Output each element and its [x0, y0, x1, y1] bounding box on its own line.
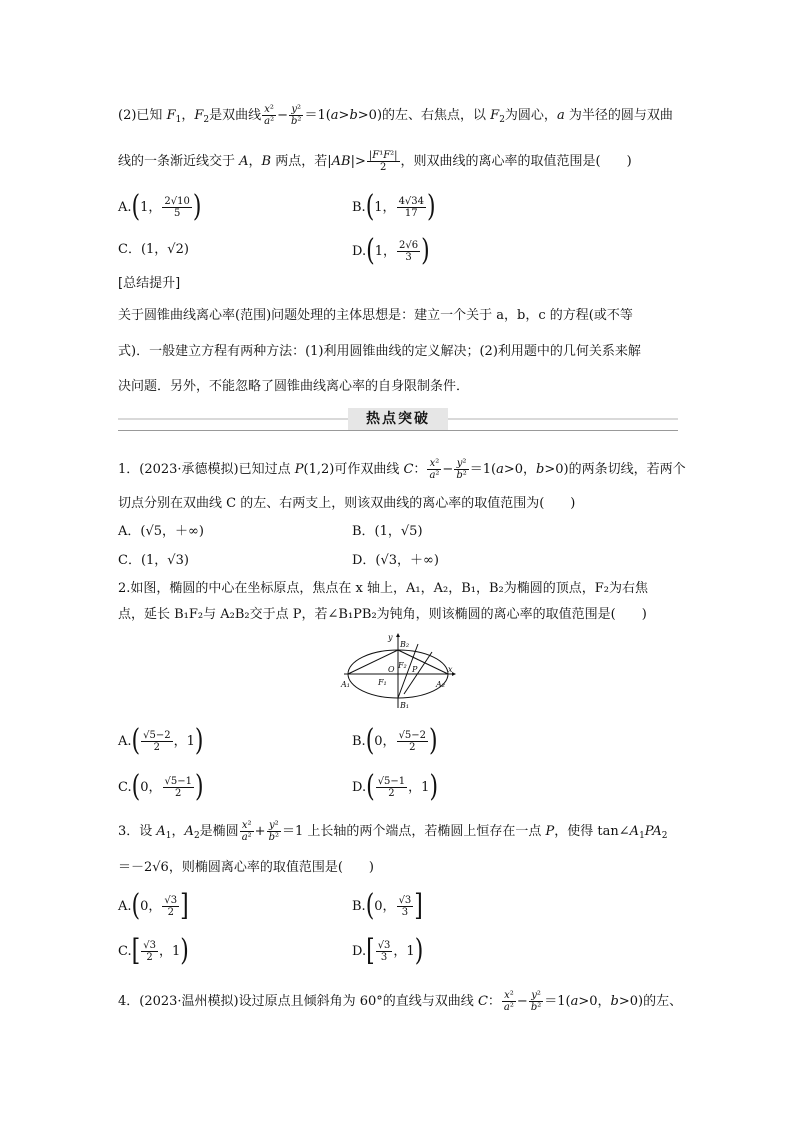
q2-line2: 线的一条渐近线交于 A，B 两点，若|AB|> $\frac{\text{|F¹F²|}}{2}$ ，则双曲线的离心率的取值范围是( ): [118, 150, 632, 173]
label-x: x: [448, 665, 453, 674]
section-title: 热点突破: [348, 408, 448, 430]
p1-option-b[interactable]: B．(1，√5): [352, 524, 423, 539]
label-f1: F₁: [378, 678, 387, 687]
label-o: O: [388, 665, 395, 674]
p2-option-a[interactable]: A.( $\frac{√5-2}{2}$ ，1): [118, 723, 204, 758]
p3-option-d[interactable]: D.[ $\frac{√3}{3}$ ，1): [352, 933, 424, 968]
summary-heading: [总结提升]: [118, 276, 181, 291]
line-extra: [404, 652, 432, 694]
x-arrow: [452, 672, 456, 676]
p2-option-c[interactable]: C.(0， $\frac{√5-1}{2}$ ): [118, 769, 204, 804]
summary-p1: 关于圆锥曲线离心率(范围)问题处理的主体思想是：建立一个关于 a，b，c 的方程(或不等: [118, 308, 633, 323]
q2-line1: (2)已知 $F_1$，$F_2$是双曲线 $\frac{\text{x²}}{\text{a²}}$ − $\frac{\text{y²}}{\text{b²}}$ ＝1(a>b>0)的左、右焦点，以 $F_2$为圆心，a 为半径的圆与双曲: [118, 104, 673, 127]
p2-line1: 2.如图，椭圆的中心在坐标原点，焦点在 x 轴上，A₁，A₂，B₁，B₂为椭圆的顶点，F₂为右焦: [118, 581, 648, 596]
q2-option-b[interactable]: B.(1， $\frac{4√34}{17}$ ): [352, 189, 436, 224]
y-arrow: [396, 633, 400, 637]
p1-option-a[interactable]: A．(√5，＋∞): [118, 524, 204, 539]
p1-line1: 1．(2023·承德模拟)已知过点 P(1,2)可作双曲线 C： $\frac{\text{x²}}{\text{a²}}$ − $\frac{\text{y²}}{\text{b²}}$ ＝1(a>0，b>0)的两条切线，若两个: [118, 458, 686, 481]
label-b2: B₂: [400, 640, 410, 649]
label-a1: A₁: [341, 680, 350, 689]
p4-line1: 4．(2023·温州模拟)设过原点且倾斜角为 60°的直线与双曲线 C： $\frac{\text{x²}}{\text{a²}}$ − $\frac{\text{y²}}{\text{b²}}$ ＝1(a>0，b>0)的左、: [118, 990, 683, 1013]
p2-option-d[interactable]: D.( $\frac{√5-1}{2}$ ，1): [352, 769, 439, 804]
section-divider: [118, 430, 678, 431]
q2-option-c[interactable]: C．(1，√2): [118, 242, 189, 257]
label-a2: A₂: [436, 680, 445, 689]
q2-option-d[interactable]: D.(1， $\frac{2√6}{3}$ ): [352, 233, 430, 268]
p1-option-d[interactable]: D．(√3，＋∞): [352, 553, 439, 568]
ellipse-figure: [340, 632, 460, 712]
p1-line2: 切点分别在双曲线 C 的左、右两支上，则该双曲线的离心率的取值范围为( ): [118, 496, 576, 511]
p3-option-b[interactable]: B.(0， $\frac{√3}{3}$ ]: [352, 888, 423, 923]
q2-option-a[interactable]: A.(1， $\frac{2√10}{5}$ ): [118, 189, 202, 224]
p3-option-a[interactable]: A.(0， $\frac{√3}{2}$ ]: [118, 888, 189, 923]
p1-option-c[interactable]: C．(1，√3): [118, 553, 189, 568]
p3-line1: 3．设 $A_1$，$A_2$是椭圆 $\frac{\text{x²}}{\text{a²}}$ + $\frac{\text{y²}}{\text{b²}}$ ＝1 上长轴的两个端点，若椭圆上恒存在一点 P，使得 $\tan\angle A_1PA_2$: [118, 820, 668, 843]
label-p: P: [412, 665, 418, 674]
label-f2: F₂: [398, 661, 407, 670]
p2-line2: 点，延长 B₁F₂与 A₂B₂交于点 P，若∠B₁PB₂为钝角，则该椭圆的离心率的取值范围是( ): [118, 607, 647, 622]
summary-p3: 决问题．另外，不能忽略了圆锥曲线离心率的自身限制条件．: [118, 379, 470, 394]
p2-option-b[interactable]: B.(0， $\frac{√5-2}{2}$ ): [352, 723, 438, 758]
p3-line2: ＝－2√6，则椭圆离心率的取值范围是( ): [118, 860, 374, 875]
label-y: y: [388, 633, 393, 642]
label-b1: B₁: [400, 701, 410, 710]
section-header: [118, 408, 678, 430]
summary-p2: 式)．一般建立方程有两种方法：(1)利用圆锥曲线的定义解决；(2)利用题中的几何关系来解: [118, 344, 641, 359]
p3-option-c[interactable]: C.[ $\frac{√3}{2}$ ，1): [118, 933, 189, 968]
